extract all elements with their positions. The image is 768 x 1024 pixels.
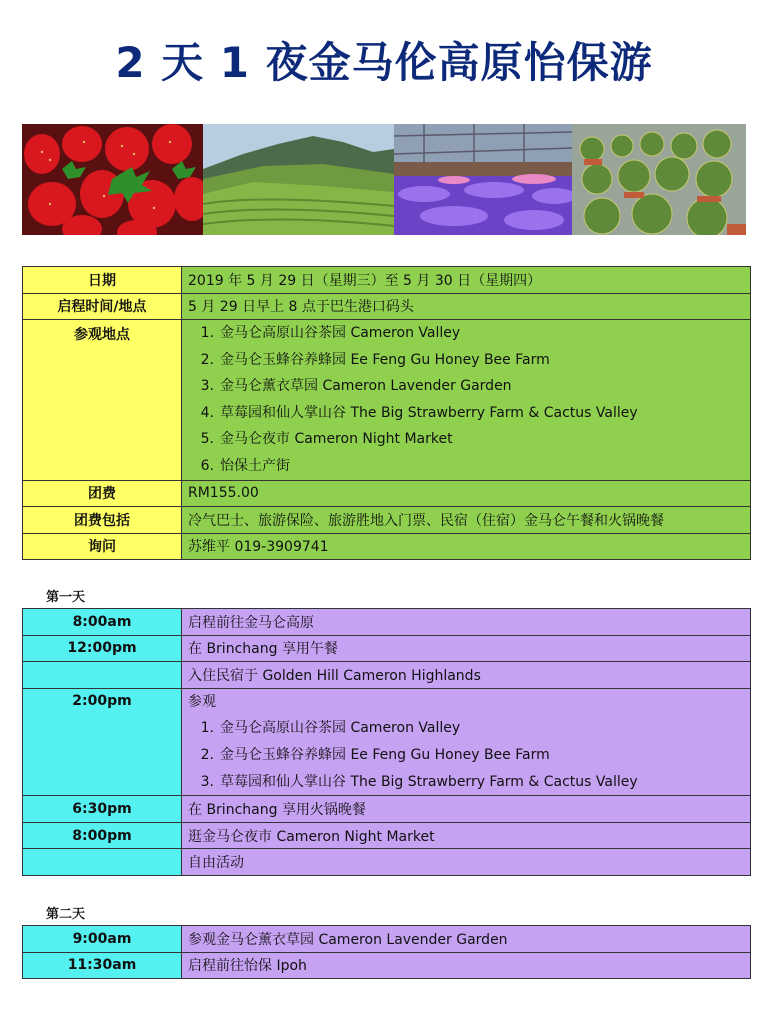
table-row (23, 926, 751, 953)
activity-cell: 在 Brinchang 享用火锅晚餐 (182, 796, 751, 823)
time-cell: 12:00pm (23, 635, 182, 662)
time-cell: 9:00am (23, 926, 182, 953)
time-cell: 2:00pm (23, 688, 182, 796)
includes-label: 团费包括 (23, 507, 182, 534)
lavender-photo (394, 124, 572, 235)
table-row (23, 796, 751, 823)
day2-heading: 第二天 (46, 907, 86, 922)
departure-value: 5 月 29 日早上 8 点于巴生港口码头 (182, 293, 751, 320)
time-cell: 8:00am (23, 609, 182, 636)
activity-cell (182, 688, 751, 796)
list-item: 1. 金马仑高原山谷茶园 Cameron Valley (200, 325, 461, 341)
time-cell: 8:00pm (23, 822, 182, 849)
includes-row (23, 507, 751, 534)
visit-list (188, 715, 744, 795)
table-row (23, 609, 751, 636)
activity-cell: 逛金马仑夜市 Cameron Night Market (182, 822, 751, 849)
activity-cell: 启程前往金马仑高原 (182, 609, 751, 636)
list-item: 2. 金马仑玉蜂谷养蜂园 Ee Feng Gu Honey Bee Farm (200, 746, 550, 763)
table-row (23, 952, 751, 979)
contact-row (23, 533, 751, 560)
date-row (23, 267, 751, 294)
day1-schedule-table (22, 608, 751, 876)
activity-cell: 启程前往怡保 Ipoh (182, 952, 751, 979)
list-item: 3. 草莓园和仙人掌山谷 The Big Strawberry Farm & Cactus Valley (200, 773, 638, 790)
departure-label: 启程时间/地点 (23, 293, 182, 320)
activity-cell: 在 Brinchang 享用午餐 (182, 635, 751, 662)
page-title: 2 天 1 夜金马伦高原怡保游 (115, 38, 653, 87)
table-row (23, 688, 751, 796)
list-item: 1. 金马仑高原山谷茶园 Cameron Valley (200, 720, 461, 737)
day1-heading: 第一天 (46, 590, 86, 605)
table-row (23, 662, 751, 689)
fee-row (23, 480, 751, 507)
list-item: 5. 金马仑夜市 Cameron Night Market (200, 431, 453, 448)
visit-heading: 参观 (188, 693, 216, 710)
photo-banner (22, 124, 746, 235)
strawberry-photo (22, 124, 203, 235)
places-row (23, 320, 751, 481)
list-item: 2. 金马仑玉蜂谷养蜂园 Ee Feng Gu Honey Bee Farm (200, 351, 550, 368)
contact-label: 询问 (23, 533, 182, 560)
table-row (23, 822, 751, 849)
cactus-photo (572, 124, 746, 235)
time-cell: 11:30am (23, 952, 182, 979)
activity-cell: 入住民宿于 Golden Hill Cameron Highlands (182, 662, 751, 689)
time-cell: 6:30pm (23, 796, 182, 823)
time-cell (23, 662, 182, 689)
activity-cell: 自由活动 (182, 849, 751, 876)
trip-info-table (22, 266, 751, 560)
day2-schedule-table (22, 925, 751, 979)
list-item: 3. 金马仑薰衣草园 Cameron Lavender Garden (200, 378, 512, 395)
places-list (188, 320, 744, 480)
fee-label: 团费 (23, 480, 182, 507)
places-label: 参观地点 (23, 320, 182, 481)
includes-value: 冷气巴士、旅游保险、旅游胜地入门票、民宿（住宿）金马仑午餐和火锅晚餐 (182, 507, 751, 534)
places-value (182, 320, 751, 481)
activity-cell: 参观金马仑薰衣草园 Cameron Lavender Garden (182, 926, 751, 953)
fee-value: RM155.00 (182, 480, 751, 507)
date-value: 2019 年 5 月 29 日（星期三）至 5 月 30 日（星期四） (182, 267, 751, 294)
list-item: 4. 草莓园和仙人掌山谷 The Big Strawberry Farm & Cactus Valley (200, 404, 638, 421)
date-label: 日期 (23, 267, 182, 294)
table-row (23, 849, 751, 876)
contact-value: 苏维平 019-3909741 (182, 533, 751, 560)
time-cell (23, 849, 182, 876)
table-row (23, 635, 751, 662)
list-item: 6. 怡保土产街 (200, 457, 290, 474)
departure-row (23, 293, 751, 320)
tea-hills-photo (203, 124, 394, 235)
